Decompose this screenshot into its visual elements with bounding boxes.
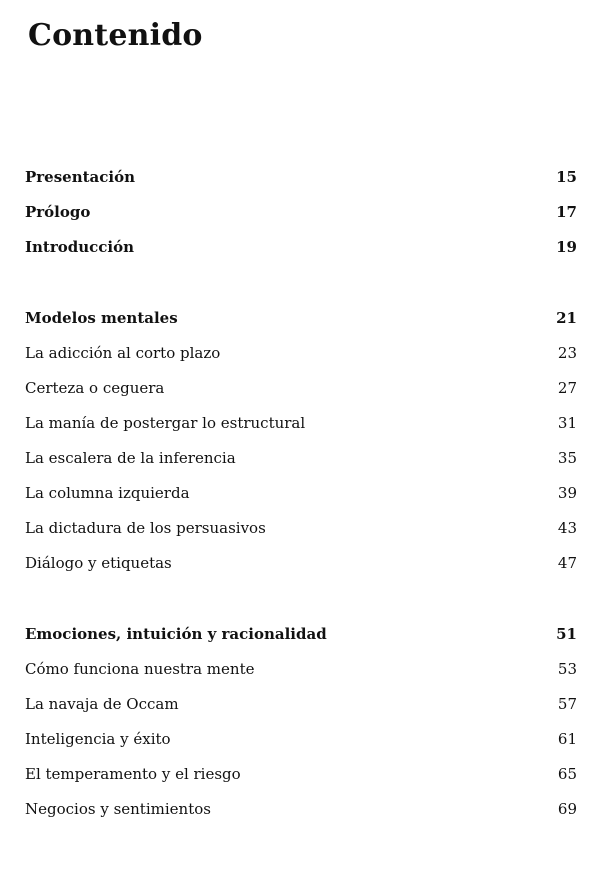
toc-entry [25, 449, 577, 484]
toc-page-number: 27 [557, 379, 577, 397]
toc-page-number: 47 [557, 554, 577, 572]
toc-section [25, 309, 577, 589]
table-of-contents [25, 168, 577, 871]
toc-entry-title: La columna izquierda [25, 484, 190, 502]
toc-entry-title: Presentación [25, 168, 136, 186]
toc-entry [25, 344, 577, 379]
toc-entry [25, 660, 577, 695]
toc-page-number: 39 [557, 484, 577, 502]
toc-entry [25, 730, 577, 765]
toc-entry-title: Introducción [25, 238, 135, 256]
toc-page-number: 35 [557, 449, 577, 467]
toc-entry [25, 765, 577, 800]
toc-page-number: 53 [557, 660, 577, 678]
toc-page-number: 43 [557, 519, 577, 537]
toc-entry-title: La dictadura de los persuasivos [25, 519, 266, 537]
toc-entry-title: Emociones, intuición y racionalidad [25, 625, 327, 643]
toc-entry-title: La adicción al corto plazo [25, 344, 221, 362]
toc-page-number: 17 [556, 203, 577, 221]
toc-entry-title: Prólogo [25, 203, 91, 221]
toc-page-number: 51 [556, 625, 577, 643]
toc-page-number: 15 [556, 168, 577, 186]
toc-heading-entry [25, 238, 577, 273]
toc-heading-entry [25, 309, 577, 344]
toc-entry-title: El temperamento y el riesgo [25, 765, 241, 783]
toc-entry-title: Inteligencia y éxito [25, 730, 171, 748]
toc-page-number: 21 [556, 309, 577, 327]
toc-entry [25, 414, 577, 449]
toc-entry-title: Certeza o ceguera [25, 379, 165, 397]
toc-entry [25, 554, 577, 589]
toc-page-number: 19 [556, 238, 577, 256]
toc-entry-title: Modelos mentales [25, 309, 178, 327]
toc-heading-entry [25, 625, 577, 660]
toc-entry-title: Negocios y sentimientos [25, 800, 211, 818]
toc-entry [25, 519, 577, 554]
toc-entry [25, 379, 577, 414]
toc-entry-title: La navaja de Occam [25, 695, 179, 713]
toc-page-number: 23 [557, 344, 577, 362]
toc-entry [25, 800, 577, 835]
toc-page-number: 61 [557, 730, 577, 748]
toc-entry-title: Diálogo y etiquetas [25, 554, 172, 572]
toc-page-number: 31 [557, 414, 577, 432]
toc-heading-entry [25, 168, 577, 203]
toc-entry-title: La manía de postergar lo estructural [25, 414, 306, 432]
toc-entry [25, 695, 577, 730]
toc-heading-entry [25, 203, 577, 238]
toc-entry-title: Cómo funciona nuestra mente [25, 660, 255, 678]
toc-page-number: 69 [557, 800, 577, 818]
toc-entry-title: La escalera de la inferencia [25, 449, 236, 467]
page-title: Contenido [28, 18, 203, 53]
toc-section [25, 625, 577, 835]
toc-page-number: 65 [557, 765, 577, 783]
toc-entry [25, 484, 577, 519]
toc-page-number: 57 [557, 695, 577, 713]
toc-section [25, 168, 577, 273]
